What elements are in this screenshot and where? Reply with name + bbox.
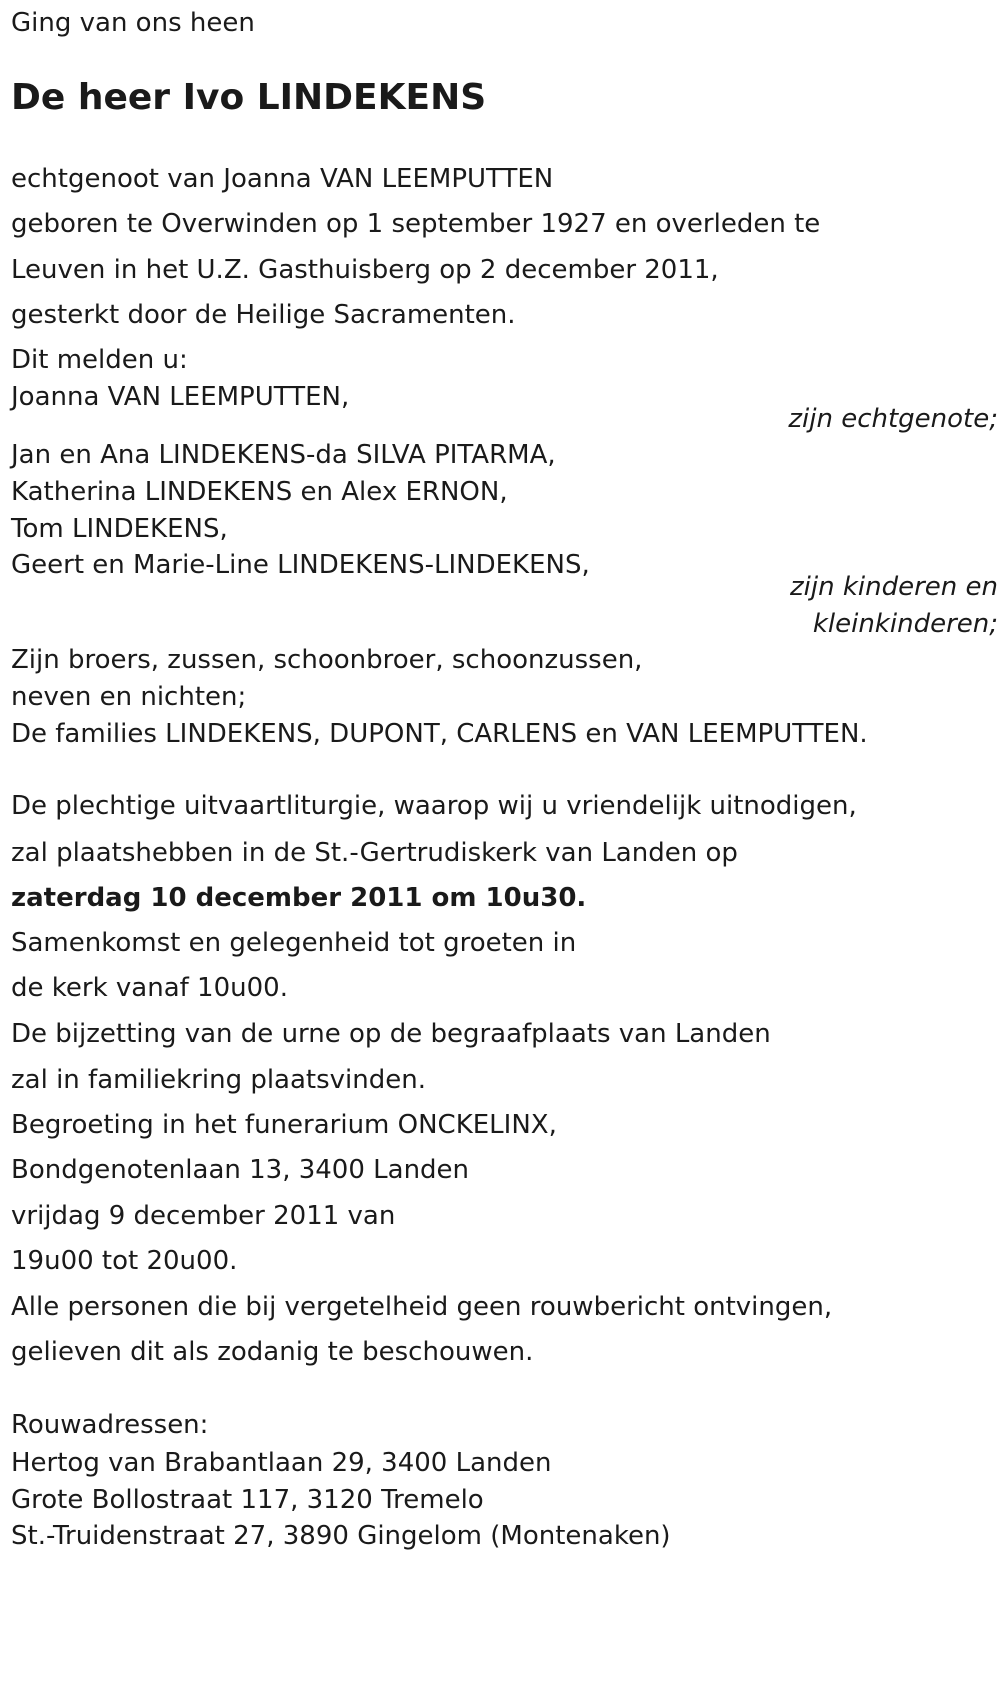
funeral-date: zaterdag 10 december 2011 om 10u30. [11,883,587,913]
funeral-detail: vrijdag 9 december 2011 van [11,1201,396,1231]
address-line: St.-Truidenstraat 27, 3890 Gingelom (Montenaken) [11,1521,671,1551]
relatives-line: Zijn broers, zussen, schoonbroer, schoonzussen, [11,645,643,675]
addresses-label: Rouwadressen: [11,1410,209,1440]
funeral-detail: Alle personen die bij vergetelheid geen rouwbericht ontvingen, [11,1292,833,1322]
funeral-detail: Begroeting in het funerarium ONCKELINX, [11,1110,557,1140]
relatives-line: neven en nichten; [11,682,247,712]
deceased-name: De heer Ivo LINDEKENS [11,77,487,118]
bio-line: geboren te Overwinden op 1 september 1927 en overleden te [11,209,821,239]
bio-line: gesterkt door de Heilige Sacramenten. [11,300,516,330]
funeral-detail: 19u00 tot 20u00. [11,1246,238,1276]
child-line: Jan en Ana LINDEKENS-da SILVA PITARMA, [11,440,556,470]
funeral-detail: De bijzetting van de urne op de begraafplaats van Landen [11,1019,771,1049]
children-role: kleinkinderen; [812,609,998,639]
child-line: Geert en Marie-Line LINDEKENS-LINDEKENS, [11,550,590,580]
funeral-line: zal plaatshebben in de St.-Gertrudiskerk van Landen op [11,838,738,868]
address-line: Grote Bollostraat 117, 3120 Tremelo [11,1485,484,1515]
intro-text: Ging van ons heen [11,8,255,38]
bio-line: echtgenoot van Joanna VAN LEEMPUTTEN [11,164,554,194]
funeral-detail: Samenkomst en gelegenheid tot groeten in [11,928,577,958]
funeral-detail: de kerk vanaf 10u00. [11,973,288,1003]
spouse-name: Joanna VAN LEEMPUTTEN, [11,382,350,412]
address-line: Hertog van Brabantlaan 29, 3400 Landen [11,1448,552,1478]
child-line: Tom LINDEKENS, [11,514,228,544]
funeral-line: De plechtige uitvaartliturgie, waarop wij u vriendelijk uitnodigen, [11,791,857,821]
child-line: Katherina LINDEKENS en Alex ERNON, [11,477,508,507]
funeral-detail: Bondgenotenlaan 13, 3400 Landen [11,1155,470,1185]
children-role: zijn kinderen en [790,572,998,602]
funeral-detail: zal in familiekring plaatsvinden. [11,1065,426,1095]
relatives-line: De families LINDEKENS, DUPONT, CARLENS en VAN LEEMPUTTEN. [11,719,868,749]
announcement-intro: Dit melden u: [11,345,188,375]
bio-line: Leuven in het U.Z. Gasthuisberg op 2 december 2011, [11,255,719,285]
spouse-role: zijn echtgenote; [788,404,998,434]
funeral-detail: gelieven dit als zodanig te beschouwen. [11,1337,534,1367]
